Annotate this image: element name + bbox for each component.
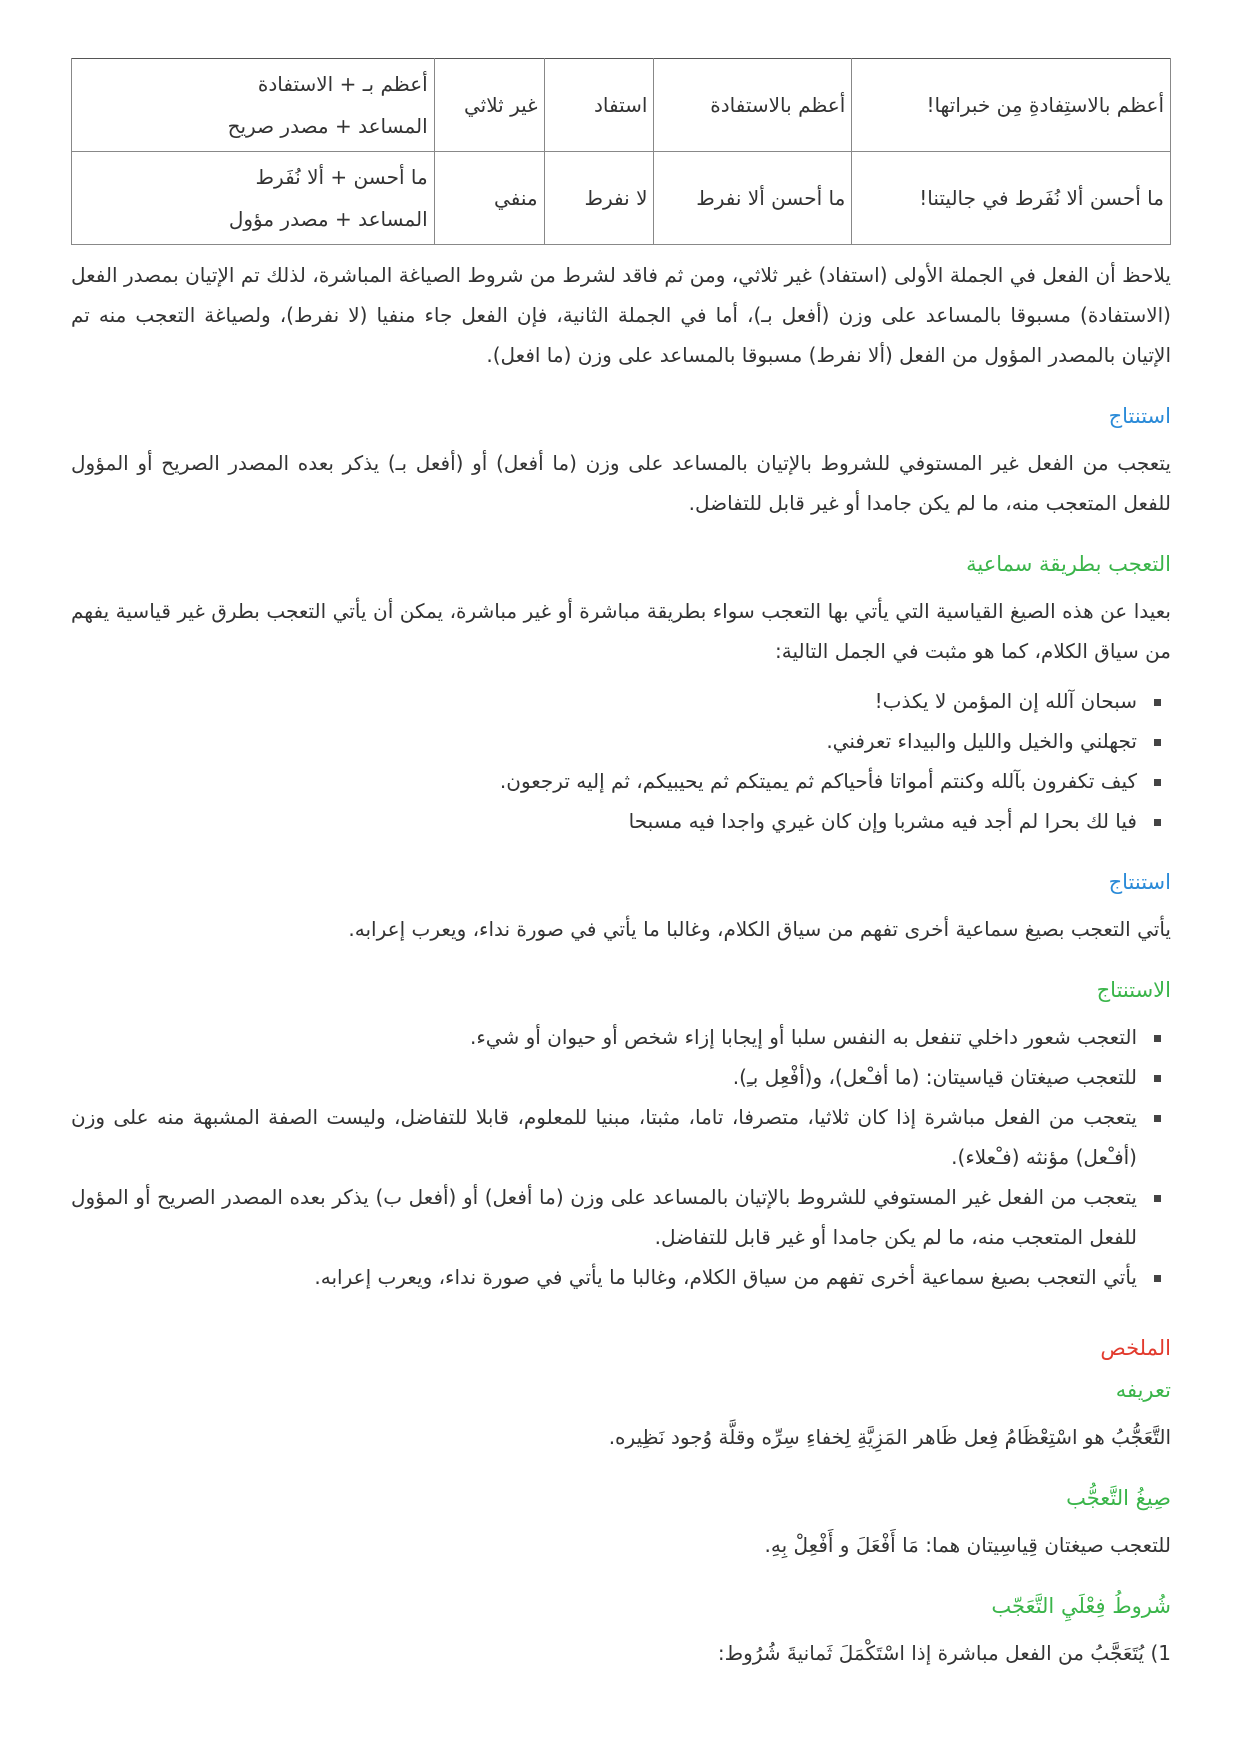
- table-cell: [72, 59, 435, 152]
- table-cell-line: المساعد + مصدر صريح: [227, 114, 428, 138]
- paragraph-conclusion: يأتي التعجب بصيغ سماعية أخرى تفهم من سياق الكلام، وغالبا ما يأتي في صورة نداء، ويعرب إعرابه.: [348, 917, 1171, 941]
- paragraph-conclusion: يتعجب من الفعل غير المستوفي للشروط بالإتيان بالمساعد على وزن (ما أفعل) أو (أفعل بـ) يذكر بعده المصدر الصريح أو المؤول للفعل المتعجب منه، ما لم يكن جامدا أو غير قابل للتفاضل.: [71, 451, 1171, 515]
- list-item: يتعجب من الفعل مباشرة إذا كان ثلاثيا، متصرفا، تاما، مثبتا، مبنيا للمعلوم، قابلا للتفاضل، وليست الصفة المشبهة منه على وزن (أفـْعل) مؤنثه (فـْعلاء).: [71, 1097, 1137, 1177]
- heading-definition: تعريفه: [1115, 1378, 1171, 1402]
- table-cell: استفاد: [544, 59, 654, 152]
- table-cell: غير ثلاثي: [434, 59, 544, 152]
- paragraph-forms: للتعجب صيغتان قِياسِيتان هما: مَا أَفْعَلَ و أَفْعِلْ بِهِ.: [764, 1533, 1171, 1557]
- examples-table: [71, 58, 1171, 245]
- heading-conclusions: الاستنتاج: [1096, 978, 1171, 1002]
- paragraph-explanation: يلاحظ أن الفعل في الجملة الأولى (استفاد) غير ثلاثي، ومن ثم فاقد لشرط من شروط الصياغة المباشرة، لذلك تم الإتيان بمصدر الفعل (الاستفادة) مسبوقا بالمساعد على وزن (أفعل بـ)، أما في الجملة الثانية، فإن الفعل جاء منفيا (لا نفرط)، ولصياغة التعجب منه تم الإتيان بالمصدر المؤول من الفعل (ألا نفرط) مسبوقا بالمساعد على وزن (ما افعل).: [71, 263, 1171, 367]
- examples-list: [71, 681, 1171, 841]
- table-cell: منفي: [434, 152, 544, 245]
- document-page: [71, 0, 1171, 1673]
- table-cell-line: أعظم بـ + الاستفادة: [257, 72, 428, 96]
- table-cell: ما أحسن ألا نُفَرط في جاليتنا!: [852, 152, 1171, 245]
- list-item: كيف تكفرون بآلله وكنتم أمواتا فأحياكم ثم يميتكم ثم يحيبيكم، ثم إليه ترجعون.: [71, 761, 1137, 801]
- table-cell: ما أحسن ألا نفرط: [654, 152, 852, 245]
- table-cell: أعظم بالاستِفادةِ مِن خبراتها!: [852, 59, 1171, 152]
- paragraph-samaai: بعيدا عن هذه الصيغ القياسية التي يأتي بها التعجب سواء بطريقة مباشرة أو غير مباشرة، يمكن أن يأتي التعجب بطرق غير قياسية يفهم من سياق الكلام، كما هو مثبت في الجمل التالية:: [71, 599, 1171, 663]
- list-item: فيا لك بحرا لم أجد فيه مشربا وإن كان غيري واجدا فيه مسبحا: [71, 801, 1137, 841]
- heading-samaai: التعجب بطريقة سماعية: [966, 552, 1171, 576]
- heading-summary: الملخص: [1100, 1336, 1171, 1360]
- paragraph-definition: التَّعَجُّبُ هو اسْتِعْظَامُ فِعل ظَاهر المَزِيَّةِ لِخفاءِ سِرِّه وقلَّة وُجود نَظِيره.: [608, 1425, 1171, 1449]
- list-item: يأتي التعجب بصيغ سماعية أخرى تفهم من سياق الكلام، وغالبا ما يأتي في صورة نداء، ويعرب إعرابه.: [71, 1257, 1137, 1297]
- table-row: [72, 152, 1171, 245]
- table-row: [72, 59, 1171, 152]
- heading-conditions: شُروطُ فِعْلَيِ التَّعَجّب: [991, 1594, 1171, 1618]
- table-cell-line: المساعد + مصدر مؤول: [228, 207, 428, 231]
- heading-conclusion: استنتاج: [1108, 404, 1171, 428]
- table-cell: [72, 152, 435, 245]
- list-item: سبحان آلله إن المؤمن لا يكذب!: [71, 681, 1137, 721]
- heading-conclusion: استنتاج: [1108, 870, 1171, 894]
- heading-forms: صِيغُ التَّعجُّب: [1066, 1486, 1171, 1510]
- table-cell: لا نفرط: [544, 152, 654, 245]
- table-cell-line: ما أحسن + ألا نُفَرط: [255, 165, 428, 189]
- list-item: يتعجب من الفعل غير المستوفي للشروط بالإتيان بالمساعد على وزن (ما أفعل) أو (أفعل ب) يذكر بعده المصدر الصريح أو المؤول للفعل المتعجب منه، ما لم يكن جامدا أو غير قابل للتفاضل.: [71, 1177, 1137, 1257]
- list-item: للتعجب صيغتان قياسيتان: (ما أفـْعل)، و(أفْعِل بـِ).: [71, 1057, 1137, 1097]
- conclusions-list: [71, 1017, 1171, 1297]
- paragraph-conditions: 1) يُتَعَجَّبُ من الفعل مباشرة إذا اسْتَكْمَلَ ثَمانيةَ شُرُوط:: [717, 1641, 1171, 1665]
- list-item: تجهلني والخيل والليل والبيداء تعرفني.: [71, 721, 1137, 761]
- list-item: التعجب شعور داخلي تنفعل به النفس سلبا أو إيجابا إزاء شخص أو حيوان أو شيء.: [71, 1017, 1137, 1057]
- table-cell: أعظم بالاستفادة: [654, 59, 852, 152]
